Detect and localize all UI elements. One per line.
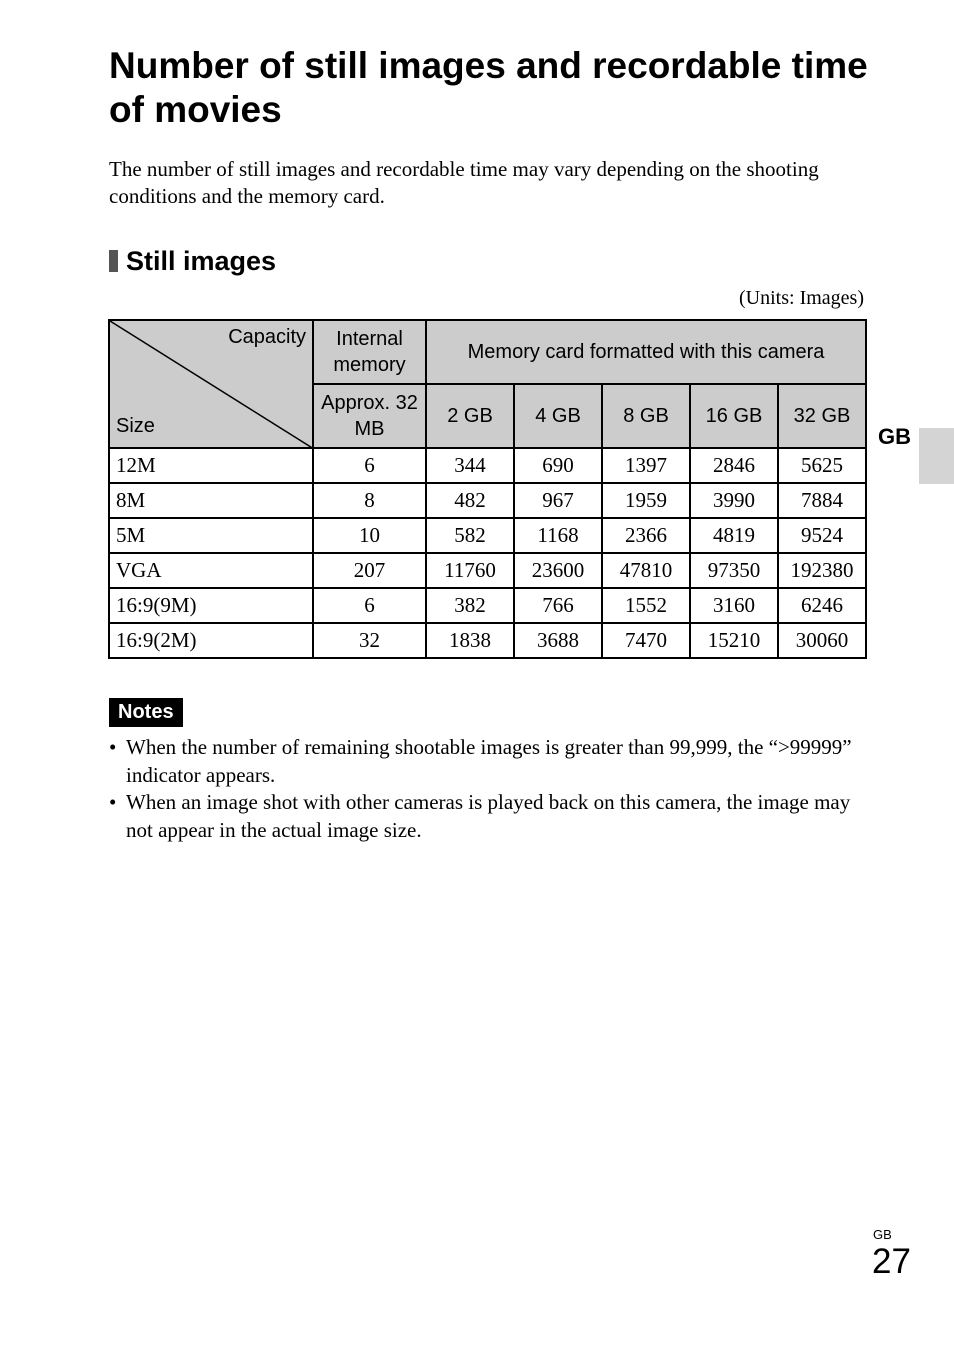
page-title: Number of still images and recordable time of movies: [109, 45, 868, 130]
column-header: 16 GB: [690, 384, 778, 448]
table-cell: 6246: [778, 588, 866, 623]
size-cell: 16:9(2M): [109, 623, 313, 658]
table-cell: 582: [426, 518, 514, 553]
table-cell: 1168: [514, 518, 602, 553]
language-side-tab: [919, 428, 954, 484]
notes-badge: Notes: [109, 698, 183, 727]
memory-card-header: Memory card formatted with this camera: [426, 320, 866, 384]
table-cell: 97350: [690, 553, 778, 588]
table-cell: 7884: [778, 483, 866, 518]
table-cell: 690: [514, 448, 602, 483]
section-marker-icon: [109, 250, 118, 272]
table-cell: 344: [426, 448, 514, 483]
table-cell: 32: [313, 623, 426, 658]
size-cell: 8M: [109, 483, 313, 518]
size-label: Size: [116, 415, 155, 437]
capacity-table: [108, 319, 867, 659]
table-cell: 2846: [690, 448, 778, 483]
table-row: [109, 518, 866, 553]
table-cell: 1552: [602, 588, 690, 623]
corner-header: [109, 320, 313, 448]
table-cell: 192380: [778, 553, 866, 588]
column-header: 2 GB: [426, 384, 514, 448]
list-item: • When the number of remaining shootable images is greater than 99,999, the “>99999” indicator appears.: [109, 734, 869, 789]
table-cell: 3990: [690, 483, 778, 518]
size-cell: VGA: [109, 553, 313, 588]
size-cell: 12M: [109, 448, 313, 483]
table-cell: 23600: [514, 553, 602, 588]
table-cell: 1959: [602, 483, 690, 518]
table-cell: 3688: [514, 623, 602, 658]
table-row: [109, 623, 866, 658]
language-tab-label: GB: [878, 424, 911, 449]
table-cell: 1397: [602, 448, 690, 483]
table-cell: 2366: [602, 518, 690, 553]
size-cell: 16:9(9M): [109, 588, 313, 623]
table-cell: 6: [313, 588, 426, 623]
column-header: 32 GB: [778, 384, 866, 448]
table-cell: 967: [514, 483, 602, 518]
table-cell: 6: [313, 448, 426, 483]
table-cell: 7470: [602, 623, 690, 658]
table-cell: 9524: [778, 518, 866, 553]
page-language-label: GB: [873, 1227, 892, 1242]
table-cell: 207: [313, 553, 426, 588]
column-header: Approx. 32 MB: [313, 384, 426, 448]
column-header: 8 GB: [602, 384, 690, 448]
table-cell: 11760: [426, 553, 514, 588]
table-row: [109, 483, 866, 518]
table-cell: 47810: [602, 553, 690, 588]
table-cell: 4819: [690, 518, 778, 553]
table-cell: 3160: [690, 588, 778, 623]
table-row: [109, 448, 866, 483]
internal-memory-header: Internal memory: [313, 320, 426, 384]
units-label: (Units: Images): [739, 287, 864, 309]
size-cell: 5M: [109, 518, 313, 553]
page-number: 27: [872, 1242, 911, 1281]
table-cell: 482: [426, 483, 514, 518]
table-cell: 1838: [426, 623, 514, 658]
list-item: • When an image shot with other cameras is played back on this camera, the image may not appear in the actual image size.: [109, 789, 869, 844]
table-cell: 8: [313, 483, 426, 518]
table-cell: 30060: [778, 623, 866, 658]
section-heading: [109, 244, 276, 278]
notes-list: [109, 734, 869, 844]
table-row: [109, 553, 866, 588]
capacity-label: Capacity: [228, 326, 306, 348]
table-cell: 15210: [690, 623, 778, 658]
table-cell: 382: [426, 588, 514, 623]
intro-text: The number of still images and recordable time may vary depending on the shooting conditions and the memory card.: [109, 157, 819, 208]
column-header: 4 GB: [514, 384, 602, 448]
table-cell: 766: [514, 588, 602, 623]
section-title: Still images: [126, 246, 277, 276]
table-row: [109, 588, 866, 623]
table-cell: 5625: [778, 448, 866, 483]
table-cell: 10: [313, 518, 426, 553]
